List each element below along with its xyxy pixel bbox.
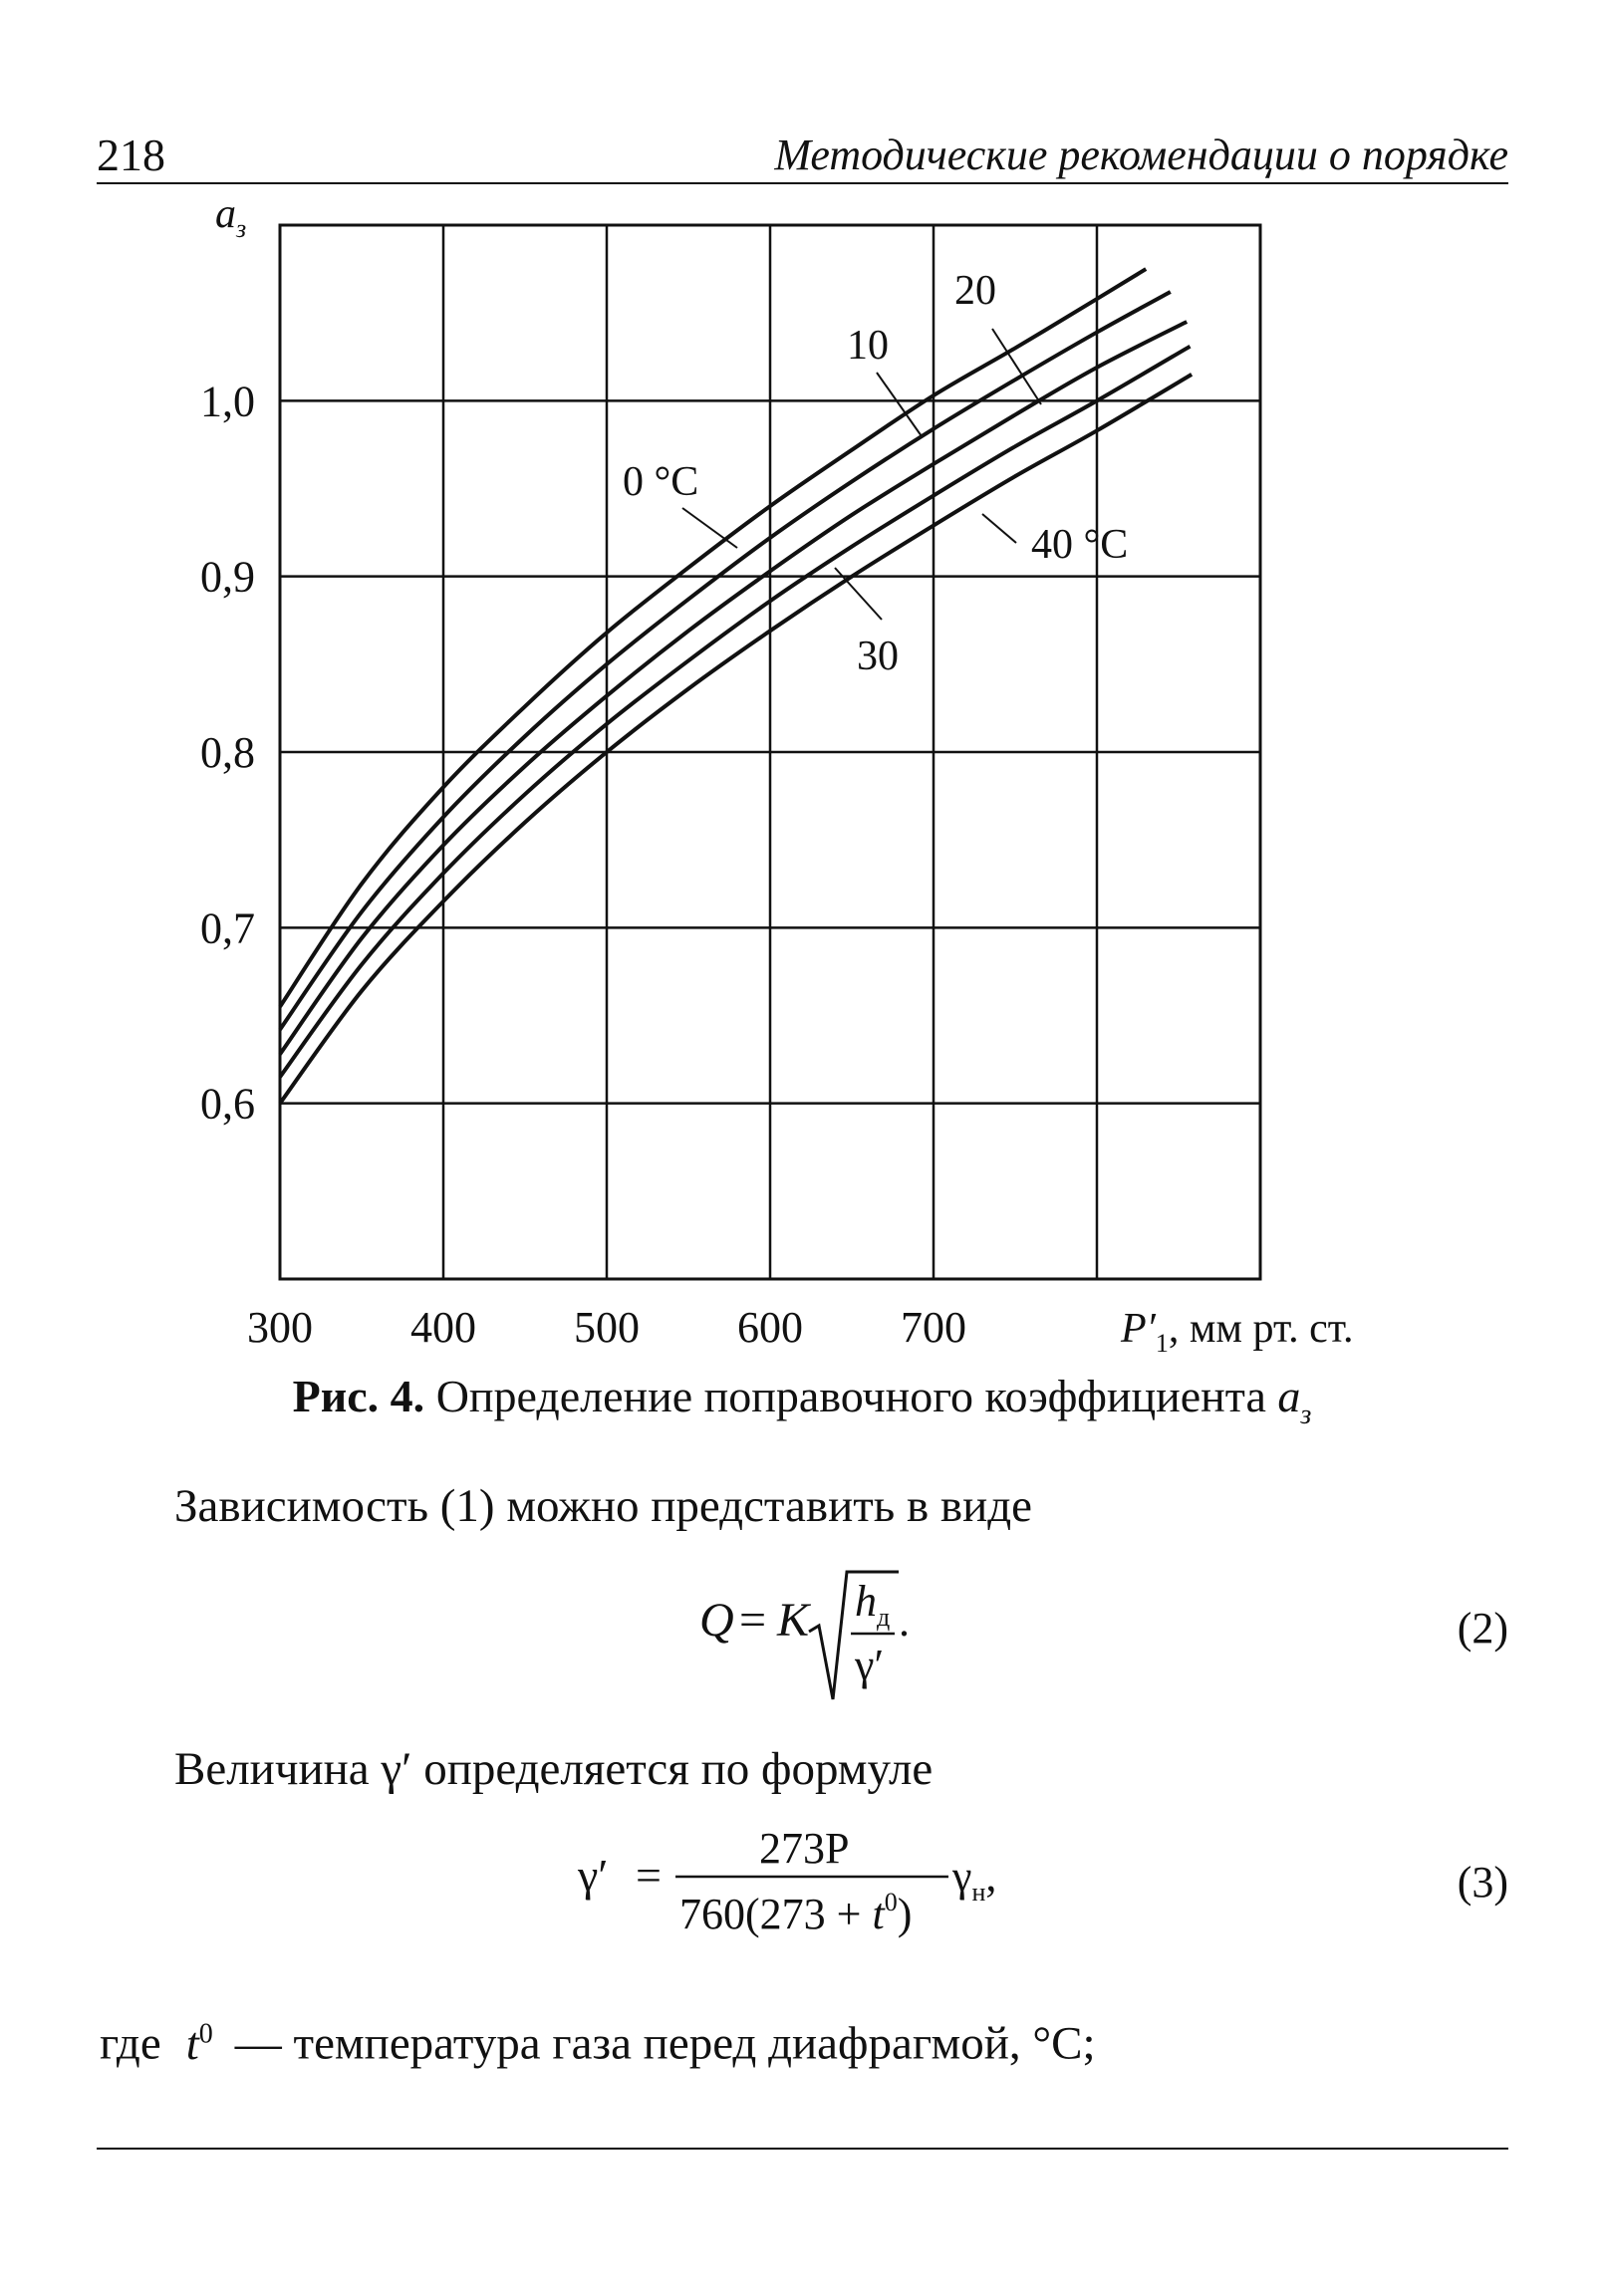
chart-grid xyxy=(280,225,1260,1279)
y-tick-label: 1,0 xyxy=(200,377,255,426)
t-variable: $t^0$ xyxy=(185,2017,213,2070)
formula3-tail: $\gamma_н$, xyxy=(952,1852,997,1907)
chart-series xyxy=(280,269,1192,1104)
paragraph-3-lead: где xyxy=(100,2017,161,2070)
formula2-end: . xyxy=(899,1597,910,1646)
curve-label: 10 xyxy=(847,323,889,369)
formula3-numerator: 273P xyxy=(759,1824,850,1873)
running-title: Методические рекомендации о порядке xyxy=(774,130,1508,179)
paragraph-2 xyxy=(174,1739,933,1799)
curve-leader-line xyxy=(682,508,737,548)
paragraph-2-lead: Величина xyxy=(174,1743,382,1795)
caption-symbol-subscript: з xyxy=(1300,1400,1312,1430)
curve-label: 40 °C xyxy=(1031,522,1129,568)
curve-label: 0 °C xyxy=(623,459,699,505)
equation-2-number: (2) xyxy=(1457,1604,1508,1653)
curve-label: 20 xyxy=(954,268,996,314)
equation-3-number: (3) xyxy=(1457,1858,1508,1907)
formula3-lhs: γ′ xyxy=(578,1850,609,1901)
x-axis-label: $P'_1$, мм рт. ст. xyxy=(1121,1306,1354,1358)
paragraph-1: Зависимость (1) можно представить в виде xyxy=(174,1480,1033,1532)
caption-prefix: Рис. 4. xyxy=(292,1371,425,1421)
x-tick-label: 500 xyxy=(574,1303,640,1352)
paragraph-3-text: — температура газа перед диафрагмой, °С; xyxy=(234,2017,1096,2070)
page-number: 218 xyxy=(97,129,165,180)
formula2-coef: K xyxy=(777,1594,810,1647)
curve-label: 30 xyxy=(857,634,899,679)
figure-caption xyxy=(0,1367,1604,1433)
x-tick-label: 600 xyxy=(737,1303,803,1352)
y-axis-label: $a_з$ xyxy=(215,191,247,243)
series-line-2 xyxy=(280,322,1187,1054)
formula2-eq: = xyxy=(739,1594,767,1647)
formula2-lhs: Q xyxy=(699,1594,734,1647)
y-tick-label: 0,7 xyxy=(200,903,255,953)
y-tick-label: 0,9 xyxy=(200,552,255,602)
radical-sign xyxy=(809,1572,899,1699)
chart-labels xyxy=(200,191,1353,1358)
formula3-denominator: $760(273 + t^0)$ xyxy=(679,1888,913,1938)
x-tick-label: 400 xyxy=(410,1303,476,1352)
gamma-symbol: γ′ xyxy=(381,1743,412,1795)
formula-3 xyxy=(568,1805,1026,1964)
paragraph-3 xyxy=(100,2004,1096,2074)
y-tick-label: 0,8 xyxy=(200,728,255,777)
caption-text: Определение поправочного коэффициента xyxy=(424,1371,1278,1421)
y-tick-label: 0,6 xyxy=(200,1079,255,1129)
caption-symbol: a xyxy=(1277,1371,1301,1421)
x-tick-label: 300 xyxy=(247,1303,313,1352)
curve-leader-line xyxy=(982,514,1016,543)
formula3-eq: = xyxy=(636,1850,662,1901)
footer-rule xyxy=(97,2148,1508,2150)
formula-2 xyxy=(677,1554,976,1713)
paragraph-2-rest: определяется по формуле xyxy=(411,1743,934,1795)
formula2-numerator: $h_д$ xyxy=(855,1577,891,1632)
x-tick-label: 700 xyxy=(901,1303,966,1352)
formula2-denominator: γ′ xyxy=(855,1641,885,1689)
series-line-4 xyxy=(280,375,1192,1104)
